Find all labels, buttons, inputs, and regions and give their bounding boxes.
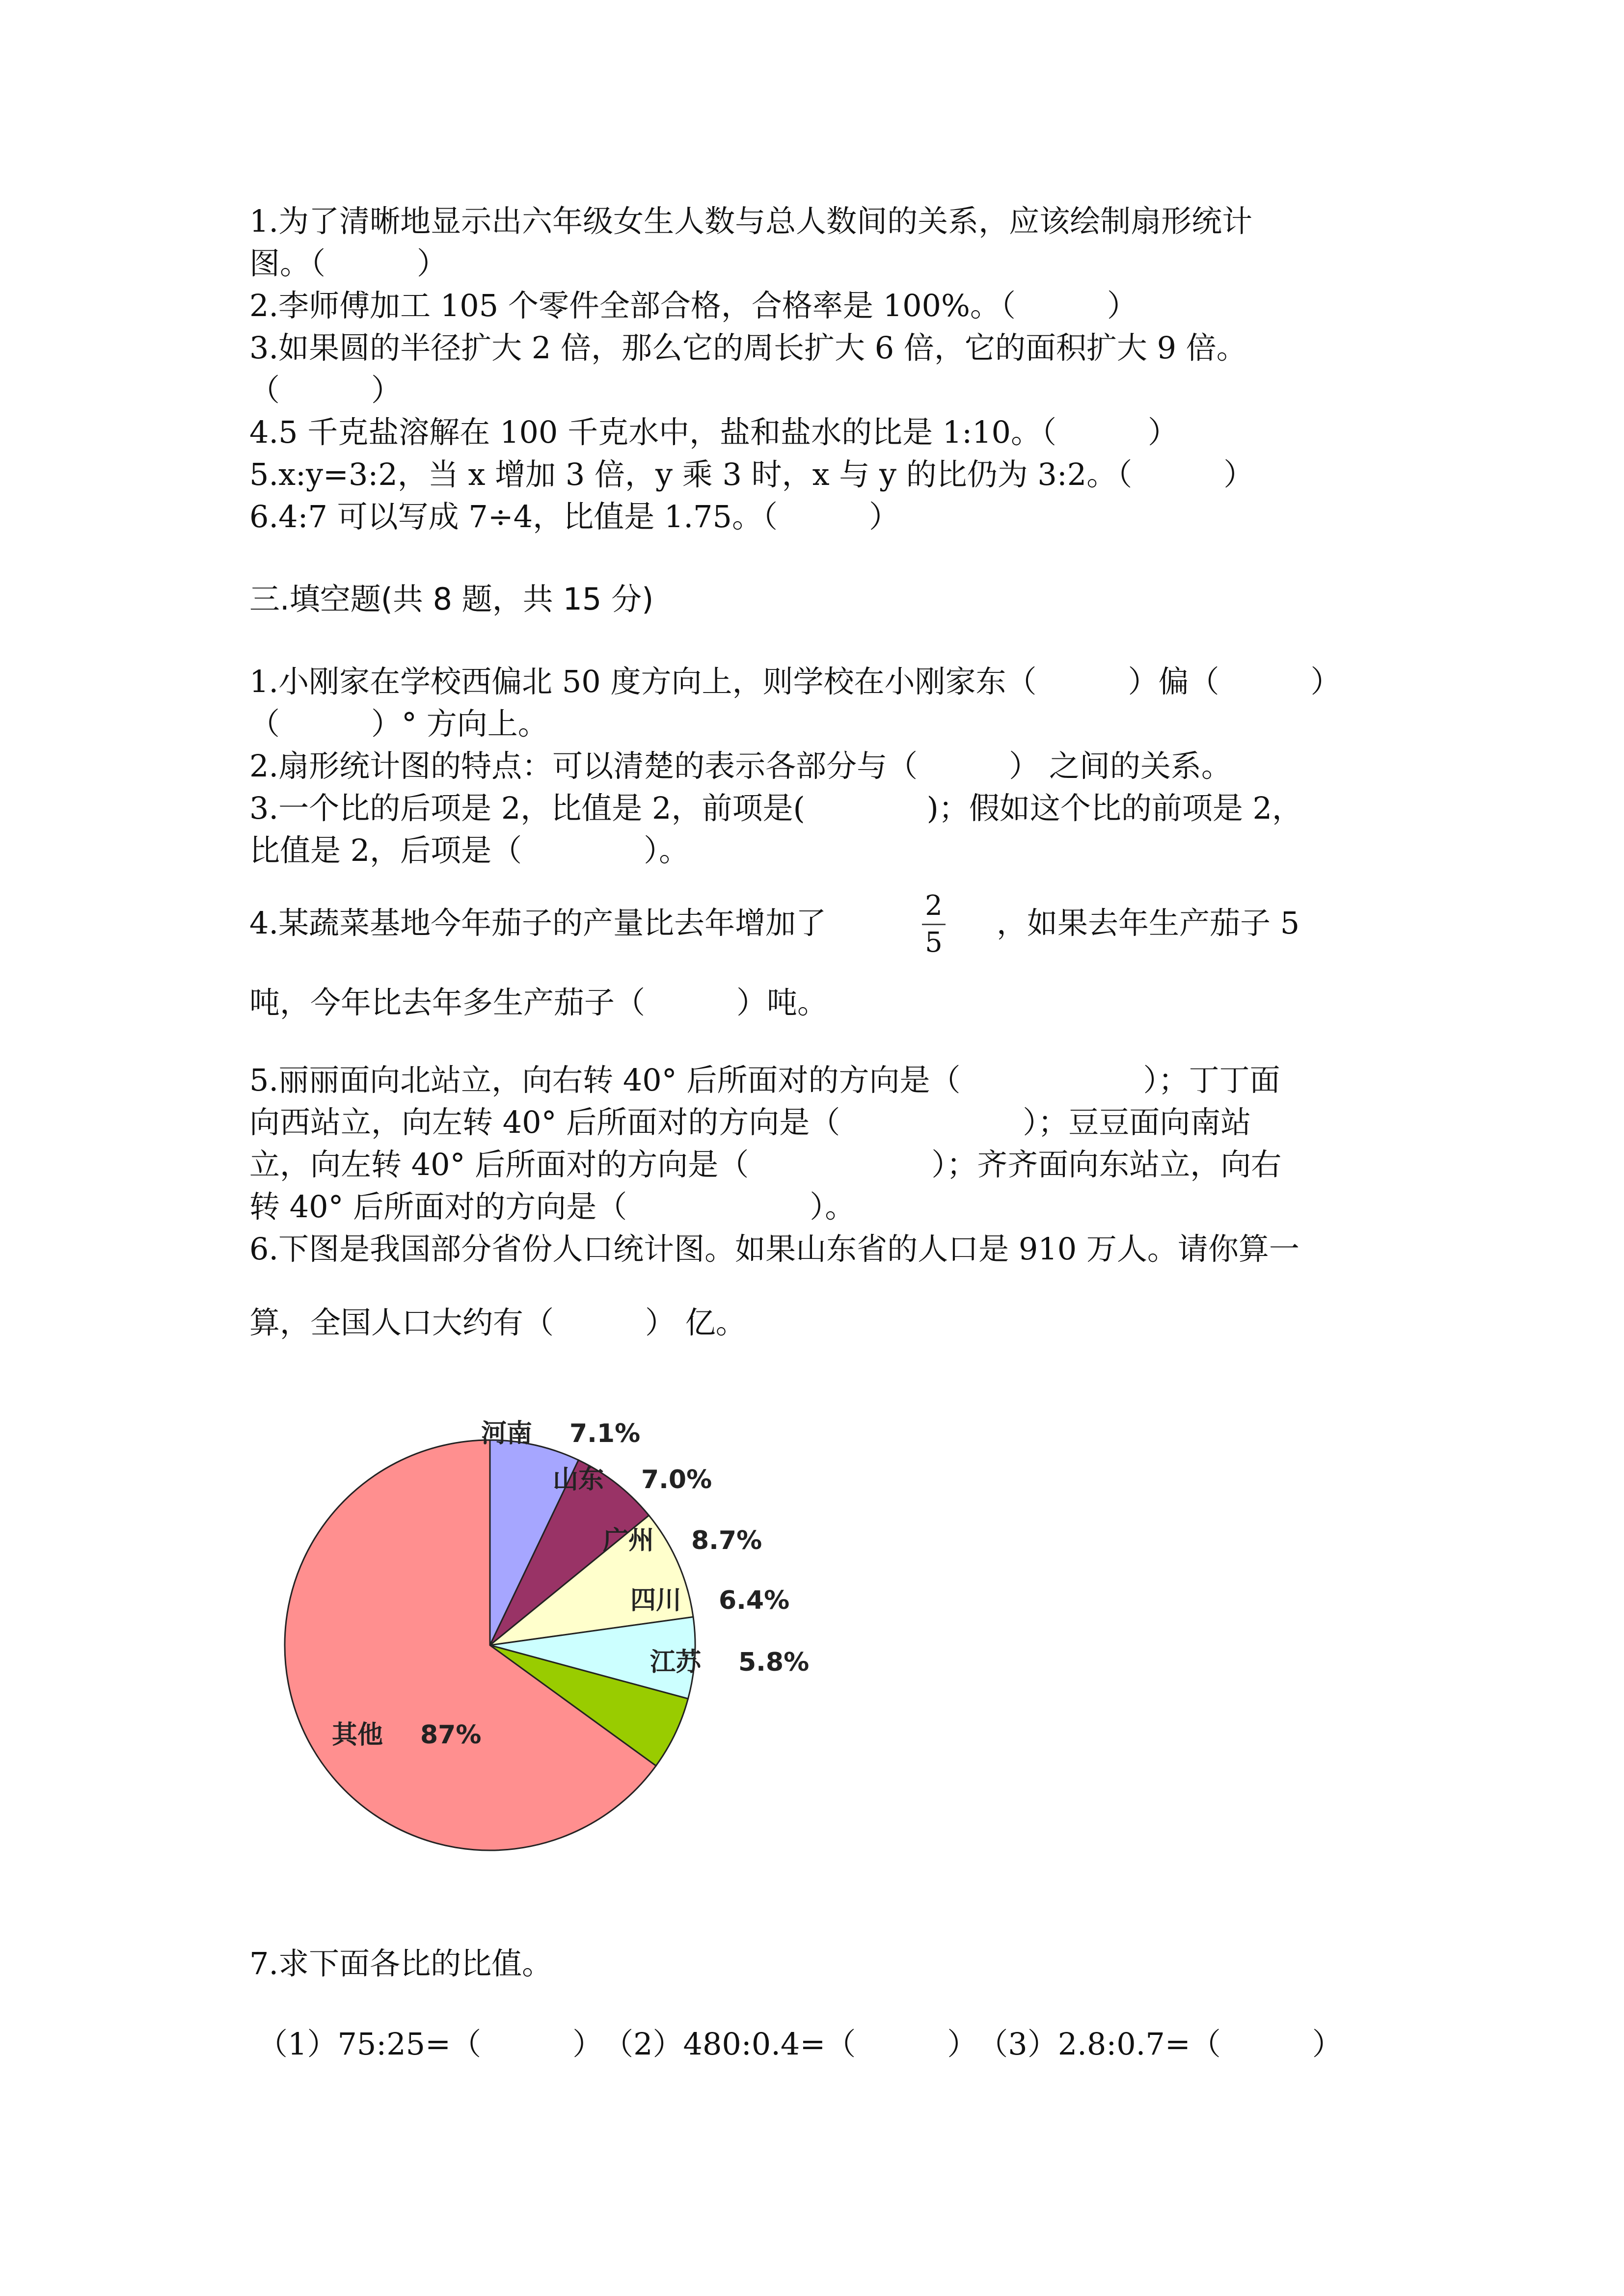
fill-q4-line1b: ，如果去年生产茄子 5	[997, 905, 1300, 941]
judge-q1-line2: 图。（ ）	[249, 245, 448, 281]
fill-q2: 2.扇形统计图的特点：可以清楚的表示各部分与（ ） 之间的关系。	[249, 748, 1232, 784]
fill-q4-line2: 吨，今年比去年多生产茄子（ ）吨。	[249, 985, 828, 1020]
fill-q3-line1: 3.一个比的后项是 2，比值是 2，前项是( )；假如这个比的前项是 2，	[249, 790, 1302, 826]
fill-q5-line1: 5.丽丽面向北站立，向右转 40° 后所面对的方向是（ ）；丁丁面	[249, 1062, 1280, 1098]
judge-q3-line2: （ ）	[249, 372, 402, 408]
judge-q4: 4.5 千克盐溶解在 100 千克水中，盐和盐水的比是 1:10。（ ）	[249, 414, 1178, 450]
fill-q3-line2: 比值是 2，后项是（ ）。	[249, 832, 690, 868]
section-title: 三.填空题(共 8 题，共 15 分)	[249, 581, 654, 617]
judge-q5: 5.x:y=3:2，当 x 增加 3 倍，y 乘 3 时，x 与 y 的比仍为 3:2。（ ）	[249, 456, 1254, 492]
fill-q4-line1a: 4.某蔬菜基地今年茄子的产量比去年增加了	[249, 905, 827, 941]
pie-label-5: 其他	[332, 1720, 383, 1750]
pie-label-1: 山东	[553, 1465, 604, 1495]
judge-q2: 2.李师傅加工 105 个零件全部合格，合格率是 100%。（ ）	[249, 288, 1137, 323]
fill-q6-line1: 6.下图是我国部分省份人口统计图。如果山东省的人口是 910 万人。请你算一	[249, 1231, 1299, 1267]
fraction-numerator: 2	[925, 890, 943, 922]
pie-value-3: 6.4%	[719, 1586, 790, 1615]
pie-value-4: 5.8%	[738, 1648, 810, 1677]
fill-q1-line1: 1.小刚家在学校西偏北 50 度方向上，则学校在小刚家东（ ）偏（ ）	[249, 664, 1341, 699]
fill-q5-line3: 立，向左转 40° 后所面对的方向是（ ）；齐齐面向东站立，向右	[249, 1147, 1282, 1182]
fill-q6-line2: 算，全国人口大约有（ ） 亿。	[249, 1305, 746, 1340]
fill-q7: 7.求下面各比的比值。	[249, 1946, 553, 1981]
fill-q1-line2: （ ）° 方向上。	[249, 706, 548, 742]
judge-q3-line1: 3.如果圆的半径扩大 2 倍，那么它的周长扩大 6 倍，它的面积扩大 9 倍。	[249, 330, 1247, 366]
pie-value-5: 87%	[420, 1720, 482, 1750]
judge-q6: 6.4:7 可以写成 7÷4，比值是 1.75。（ ）	[249, 499, 899, 534]
fill-q5-line2: 向西站立，向左转 40° 后所面对的方向是（ ）；豆豆面向南站	[249, 1104, 1251, 1140]
pie-label-4: 江苏	[650, 1648, 702, 1677]
pie-label-3: 四川	[630, 1586, 682, 1615]
judge-q1-line1: 1.为了清晰地显示出六年级女生人数与总人数间的关系，应该绘制扇形统计	[249, 203, 1253, 239]
pie-value-2: 8.7%	[691, 1526, 762, 1555]
fill-q7-items: （1）75:25=（ ） （2）480:0.4=（ ） （3）2.8:0.7=（ ）	[257, 2026, 1343, 2062]
pie-value-0: 7.1%	[569, 1419, 641, 1448]
pie-label-2: 广州	[603, 1526, 654, 1555]
pie-value-1: 7.0%	[641, 1465, 712, 1495]
fill-q5-line4: 转 40° 后所面对的方向是（ ）。	[249, 1189, 856, 1225]
fraction-denominator: 5	[925, 927, 943, 959]
pie-label-0: 河南	[481, 1419, 533, 1448]
